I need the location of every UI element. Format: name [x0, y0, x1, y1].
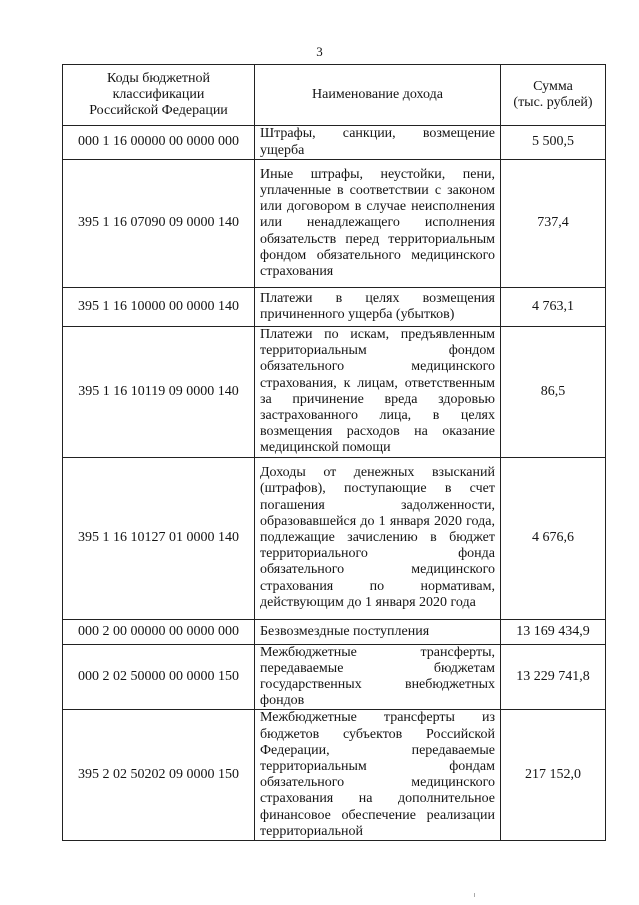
budget-code: 395 1 16 10000 00 0000 140 [63, 288, 255, 327]
header-amount-line: (тыс. рублей) [513, 95, 593, 110]
revenue-name: Платежи в целях возмещения причиненного ущерба (убытков) [255, 288, 501, 327]
amount-value: 737,4 [501, 160, 606, 288]
header-amount-line: Сумма [533, 78, 573, 94]
table-row [63, 457, 606, 619]
table-row [63, 644, 606, 710]
budget-code: 000 2 00 00000 00 0000 000 [63, 619, 255, 644]
table-row [63, 327, 606, 458]
table-row [63, 160, 606, 288]
budget-revenue-table [62, 64, 606, 841]
table-row [63, 288, 606, 327]
amount-value: 13 229 741,8 [501, 644, 606, 710]
budget-code: 000 1 16 00000 00 0000 000 [63, 126, 255, 160]
table-row [63, 126, 606, 160]
scan-mark [474, 893, 475, 897]
revenue-name: Межбюджетные трансферты, передаваемые бюджетам государственных внебюджетных фондов [255, 644, 501, 710]
amount-value: 4 676,6 [501, 457, 606, 619]
amount-value: 4 763,1 [501, 288, 606, 327]
header-code-line: Коды бюджетной [106, 70, 211, 86]
amount-value: 5 500,5 [501, 126, 606, 160]
revenue-name: Иные штрафы, неустойки, пени, уплаченные в соответствии с законом или договором в случае неисполнения или ненадлежащего исполнения обязательств перед территориальным фондом обязательного медицинского страхования [255, 160, 501, 288]
header-code [63, 65, 255, 126]
header-code-line: Российской Федерации [89, 103, 228, 119]
budget-code: 395 1 16 07090 09 0000 140 [63, 160, 255, 288]
budget-code: 395 1 16 10119 09 0000 140 [63, 327, 255, 458]
amount-value: 86,5 [501, 327, 606, 458]
budget-code: 395 1 16 10127 01 0000 140 [63, 457, 255, 619]
amount-value: 217 152,0 [501, 710, 606, 841]
revenue-name: Платежи по искам, предъявленным территориальным фондом обязательного медицинского страхования, к лицам, ответственным за причинение вреда здоровью застрахованного лица, в целях возмещения расходов на оказание медицинской помощи [255, 327, 501, 458]
revenue-name: Безвозмездные поступления [255, 619, 501, 644]
budget-code: 000 2 02 50000 00 0000 150 [63, 644, 255, 710]
table-row [63, 710, 606, 841]
table-header-row [63, 65, 606, 126]
header-name: Наименование дохода [255, 65, 501, 126]
table-row [63, 619, 606, 644]
budget-code: 395 2 02 50202 09 0000 150 [63, 710, 255, 841]
revenue-name: Доходы от денежных взысканий (штрафов), поступающие в счет погашения задолженности, образовавшейся до 1 января 2020 года, подлежащие зачислению в бюджет территориального фонда обязательного медицинского страхования по нормативам, действующим до 1 января 2020 года [255, 457, 501, 619]
page-number: 3 [316, 44, 323, 59]
revenue-name: Штрафы, санкции, возмещение ущерба [255, 126, 501, 160]
amount-value: 13 169 434,9 [501, 619, 606, 644]
revenue-name: Межбюджетные трансферты из бюджетов субъектов Российской Федерации, передаваемые территориальным фондам обязательного медицинского страхования на дополнительное финансовое обеспечение реализации территориальной [255, 710, 501, 841]
header-amount [501, 65, 606, 126]
header-code-line: классификации [112, 86, 205, 102]
